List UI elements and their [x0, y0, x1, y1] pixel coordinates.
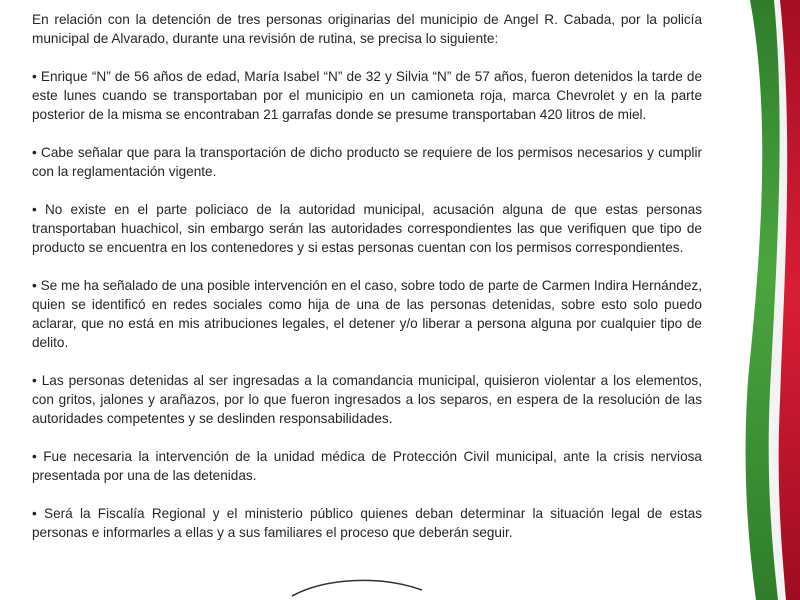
bullet-paragraph: • Cabe señalar que para la transportación de dicho producto se requiere de los permisos necesarios y cumplir con la reglamentación vigente. [32, 145, 702, 179]
bullet-paragraph: • Las personas detenidas al ser ingresadas a la comandancia municipal, quisieron violentar a los elementos, con gritos, jalones y arañazos, por lo que fueron ingresados a los separos, en espera de la resolución de las autoridades competentes y se deslinden responsabilidades. [32, 373, 702, 426]
intro-paragraph: En relación con la detención de tres personas originarias del municipio de Angel R. Cabada, por la policía municipal de Alvarado, durante una revisión de rutina, se precisa lo siguiente: [32, 12, 702, 46]
bullet-paragraph: • Enrique “N” de 56 años de edad, María Isabel “N” de 32 y Silvia “N” de 57 años, fueron detenidos la tarde de este lunes cuando se transportaban por el municipio en un camioneta roja, marca Chevrolet y en la parte posterior de la misma se encontraban 21 garrafas donde se presume transportaban 420 litros de miel. [32, 69, 702, 122]
document-body [32, 10, 702, 561]
bullet-paragraph: • Será la Fiscalía Regional y el ministerio público quienes deban determinar la situación legal de estas personas e informarles a ellas y a sus familiares el proceso que deberán seguir. [32, 506, 702, 540]
decorative-ribbon [690, 0, 800, 600]
bullet-paragraph: • Se me ha señalado de una posible intervención en el caso, sobre todo de parte de Carmen Indira Hernández, quien se identificó en redes sociales como hija de una de las personas detenidas, sobre esto solo puedo aclarar, que no está en mis atribuciones legales, el detener y/o liberar a persona alguna por cualquier tipo de delito. [32, 278, 702, 350]
bullet-paragraph: • No existe en el parte policiaco de la autoridad municipal, acusación alguna de que estas personas transportaban huachicol, sin embargo serán las autoridades correspondientes las que verifiquen que tipo de producto se encuentra en los contenedores y si estas personas cuentan con los permisos correspondientes. [32, 202, 702, 255]
bullet-paragraph: • Fue necesaria la intervención de la unidad médica de Protección Civil municipal, ante la crisis nerviosa presentada por una de las detenidas. [32, 449, 702, 483]
